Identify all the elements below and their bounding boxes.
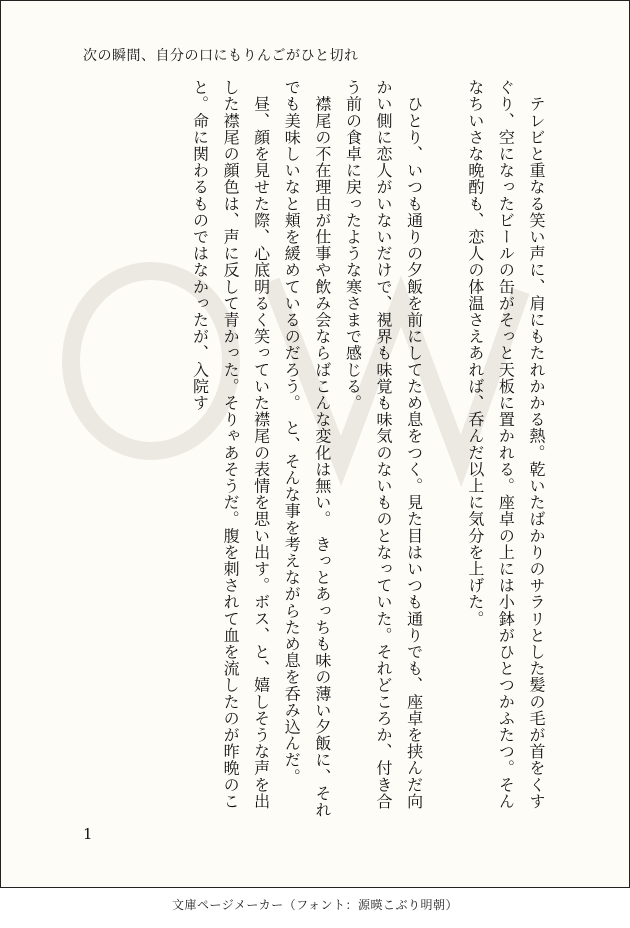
body-text [184, 79, 551, 824]
paragraph: テレビと重なる笑い声に、肩にもたれかかる熱。乾いたばかりのサラリとした髪の毛が首をくすぐり、空になったビールの缶がそっと天板に置かれる。座卓の上には小鉢がひとつかふたつ。そんなちいさな晩酌も、恋人の体温さえあれば、呑んだ以上に気分を上げた。 [465, 79, 546, 810]
paragraph: 昼、顔を見せた際、心底明るく笑っていた襟尾の表情を思い出す。ボス、と、嬉しそうな声を出した襟尾の顔色は、声に反して青かった。そりゃあそうだ。腹を刺されて血を流したのが昨晩のこと。命に関わるものではなかったが、入院す [190, 79, 271, 810]
footer-credit: 文庫ページメーカー（フォント：源暎こぶり明朝） [171, 898, 459, 912]
paragraph: 襟尾の不在理由が仕事や飲み会ならばこんな変化は無い。 きっとあっちも味の薄い夕飯に、それでも美味しいなと頬を緩めているのだろう。 と、そんな事を考えながらため息を呑み込んだ。 [282, 79, 332, 818]
running-header: 次の瞬間、自分の口にもりんごがひと切れ [83, 48, 359, 64]
page-number: 1 [83, 825, 93, 843]
blank-line [429, 79, 460, 824]
paragraph: ひとり、いつも通りの夕飯を前にしてため息をつく。見た目はいつも通りでも、座卓を挟んだ向かい側に恋人がいないだけで、視界も味覚も味気のないものとなっていた。それどころか、付き合う前の食卓に戻ったような寒さまで感じる。 [343, 79, 424, 810]
